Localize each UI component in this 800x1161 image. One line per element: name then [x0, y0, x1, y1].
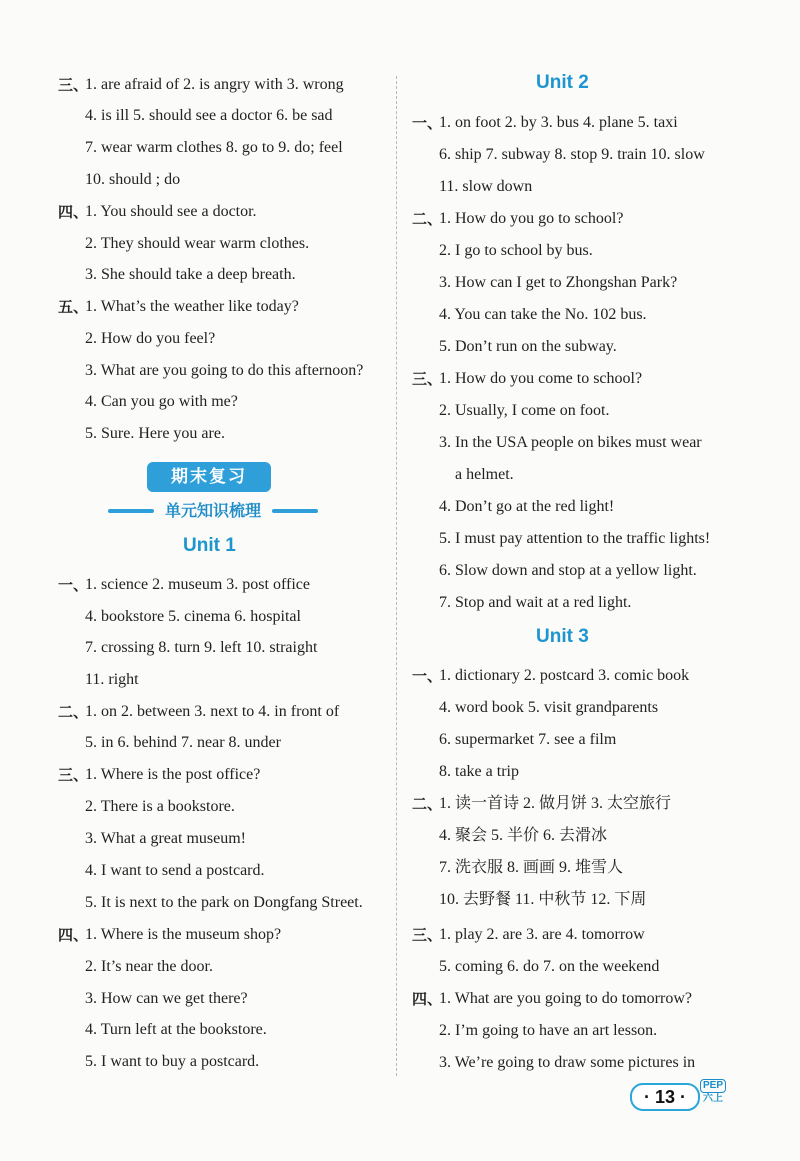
answer-line: 7. Stop and wait at a red light. [439, 594, 632, 611]
answer-line: 2. They should wear warm clothes. [85, 235, 310, 252]
answer-line: 1. What’s the weather like today? [85, 298, 299, 315]
answer-line: 5. coming 6. do 7. on the weekend [439, 958, 660, 975]
answer-line: 7. crossing 8. turn 9. left 10. straight [85, 639, 318, 656]
answer-line: 11. slow down [439, 178, 533, 195]
unit-title: Unit 2 [536, 72, 589, 93]
answer-line: 1. dictionary 2. postcard 3. comic book [439, 667, 690, 684]
answer-line: 1. on 2. between 3. next to 4. in front of [85, 703, 340, 720]
subtitle-text: 单元知识梳理 [164, 501, 261, 520]
section-marker: 三、 [412, 926, 443, 944]
edition-tag [698, 1079, 728, 1105]
review-badge: 期末复习 [147, 462, 271, 492]
answer-line: 3. How can we get there? [85, 990, 248, 1007]
unit-title: Unit 1 [183, 535, 236, 556]
answer-line: 4. word book 5. visit grandparents [439, 699, 659, 716]
answer-line: 4. Turn left at the bookstore. [85, 1021, 267, 1038]
answer-line: 4. Can you go with me? [85, 393, 238, 410]
column-divider [396, 76, 397, 1076]
answer-line: 1. on foot 2. by 3. bus 4. plane 5. taxi [439, 114, 678, 131]
answer-line: 11. right [85, 671, 139, 688]
answer-line: 6. Slow down and stop at a yellow light. [439, 562, 697, 579]
answer-line: 3. What a great museum! [85, 830, 246, 847]
answer-line: 4. 聚会 5. 半价 6. 去滑冰 [439, 827, 608, 844]
answer-line: 4. is ill 5. should see a doctor 6. be sad [85, 107, 333, 124]
section-marker: 四、 [412, 990, 443, 1008]
answer-line: 5. Sure. Here you are. [85, 425, 225, 442]
answer-line: 5. I want to buy a postcard. [85, 1053, 260, 1070]
answer-line: 8. take a trip [439, 763, 519, 780]
review-subtitle [108, 498, 318, 524]
answer-line: 4. You can take the No. 102 bus. [439, 306, 647, 323]
answer-line: 2. I go to school by bus. [439, 242, 593, 259]
answer-line: 2. There is a bookstore. [85, 798, 235, 815]
section-marker: 三、 [58, 766, 89, 784]
answer-line: 10. 去野餐 11. 中秋节 12. 下周 [439, 891, 647, 908]
answer-line: 2. How do you feel? [85, 330, 216, 347]
answer-line: 5. I must pay attention to the traffic lights! [439, 530, 711, 547]
answer-line: 3. We’re going to draw some pictures in [439, 1054, 696, 1071]
answer-line: 7. wear warm clothes 8. go to 9. do; feel [85, 139, 343, 156]
section-marker: 二、 [412, 795, 443, 813]
answer-line: 10. should ; do [85, 171, 181, 188]
page-number: · 13 · [630, 1083, 700, 1111]
answer-line: 1. 读一首诗 2. 做月饼 3. 太空旅行 [439, 795, 672, 812]
answer-line: 6. ship 7. subway 8. stop 9. train 10. slow [439, 146, 705, 163]
section-marker: 五、 [58, 298, 89, 316]
section-marker: 二、 [412, 210, 443, 228]
section-marker: 二、 [58, 703, 89, 721]
answer-line: 2. I’m going to have an art lesson. [439, 1022, 658, 1039]
answer-line: 1. play 2. are 3. are 4. tomorrow [439, 926, 645, 943]
edition-label: PEP [700, 1079, 726, 1093]
answer-line: 5. Don’t run on the subway. [439, 338, 617, 355]
section-marker: 三、 [58, 76, 89, 94]
answer-line: 4. Don’t go at the red light! [439, 498, 615, 515]
answer-line: 2. Usually, I come on foot. [439, 402, 610, 419]
section-marker: 一、 [412, 114, 443, 132]
answer-line: 3. What are you going to do this afternoon? [85, 362, 364, 379]
answer-line: 1. You should see a doctor. [85, 203, 257, 220]
answer-line: 6. supermarket 7. see a film [439, 731, 617, 748]
answer-line: 1. are afraid of 2. is angry with 3. wrong [85, 76, 344, 93]
answer-line: 1. Where is the museum shop? [85, 926, 282, 943]
section-marker: 一、 [58, 576, 89, 594]
answer-line: a helmet. [455, 466, 514, 483]
section-marker: 一、 [412, 667, 443, 685]
answer-line: 4. bookstore 5. cinema 6. hospital [85, 608, 301, 625]
answer-line: 1. How do you come to school? [439, 370, 643, 387]
section-marker: 三、 [412, 370, 443, 388]
section-marker: 四、 [58, 926, 89, 944]
answer-line: 5. It is next to the park on Dongfang Street. [85, 894, 363, 911]
answer-line: 1. How do you go to school? [439, 210, 624, 227]
answer-line: 3. She should take a deep breath. [85, 266, 296, 283]
answer-line: 5. in 6. behind 7. near 8. under [85, 734, 281, 751]
answer-line: 2. It’s near the door. [85, 958, 213, 975]
answer-line: 3. How can I get to Zhongshan Park? [439, 274, 678, 291]
page-number-badge [630, 1079, 723, 1111]
answer-line: 1. science 2. museum 3. post office [85, 576, 310, 593]
unit-title: Unit 3 [536, 626, 589, 647]
answer-line: 1. What are you going to do tomorrow? [439, 990, 692, 1007]
answer-line: 3. In the USA people on bikes must wear [439, 434, 702, 451]
answer-line: 7. 洗衣服 8. 画画 9. 堆雪人 [439, 859, 624, 876]
answer-line: 4. I want to send a postcard. [85, 862, 265, 879]
answer-line: 1. Where is the post office? [85, 766, 261, 783]
grade-label: 六上 [703, 1093, 723, 1104]
section-marker: 四、 [58, 203, 89, 221]
